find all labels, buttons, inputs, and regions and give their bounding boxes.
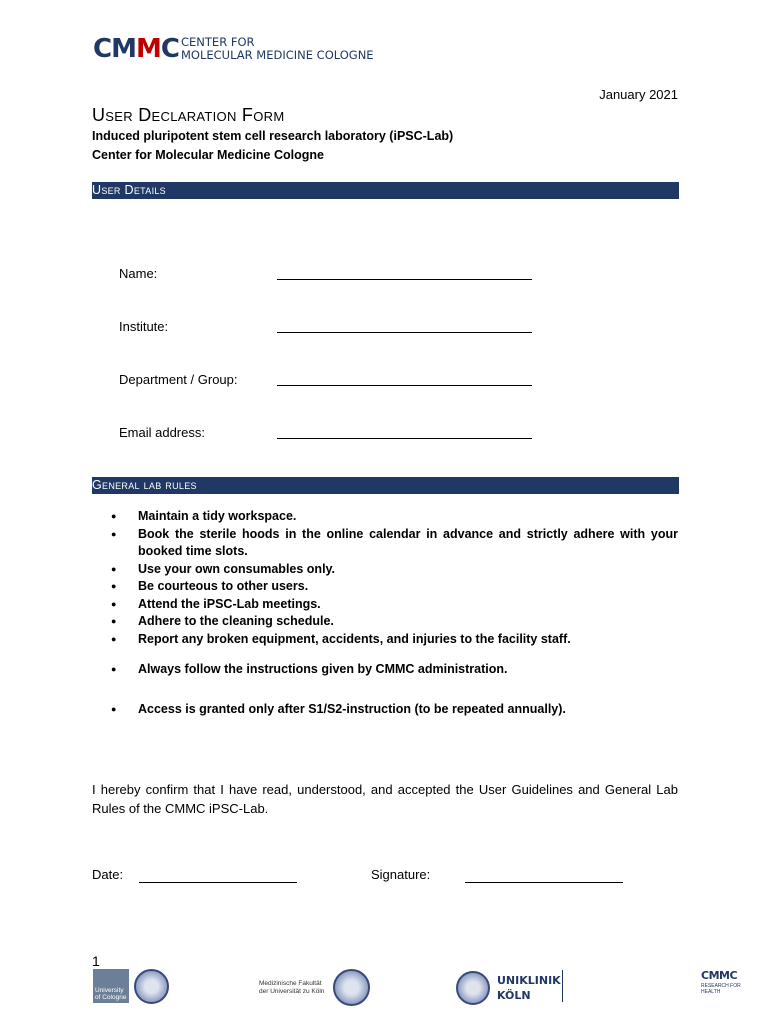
institute-label: Institute: xyxy=(119,319,169,334)
list-item xyxy=(110,578,678,596)
bullet-icon: ● xyxy=(111,633,117,644)
department-label: Department / Group: xyxy=(119,372,238,387)
list-item xyxy=(110,613,678,631)
cmmc-small-logo: CMMC xyxy=(701,969,738,982)
cmmc-small-tagline: RESEARCH FOR HEALTH xyxy=(701,983,741,995)
university-of-cologne-logo: University of Cologne xyxy=(93,969,129,1003)
signature-label: Signature: xyxy=(371,867,431,882)
bullet-icon: ● xyxy=(111,563,117,574)
rule-text: Book the sterile hoods in the online calendar in advance and strictly adhere with your booked time slots. xyxy=(138,526,678,558)
list-item xyxy=(110,508,678,526)
rule-text: Always follow the instructions given by CMMC administration. xyxy=(138,662,508,676)
bullet-icon: ● xyxy=(111,598,117,609)
logo-line-1: CENTER FOR xyxy=(181,35,255,49)
list-item xyxy=(110,631,678,649)
lab-rules-heading-bar xyxy=(92,477,679,494)
lab-rules-list xyxy=(110,508,678,718)
list-item xyxy=(110,561,678,579)
document-date: January 2021 xyxy=(599,87,678,102)
rule-text: Attend the iPSC-Lab meetings. xyxy=(138,596,321,611)
date-field[interactable] xyxy=(139,869,297,883)
form-title: User Declaration Form xyxy=(92,105,285,125)
medical-faculty-logo xyxy=(259,980,324,996)
subtitle-lab: Induced pluripotent stem cell research laboratory (iPSC-Lab) xyxy=(92,129,454,143)
uniklinik-line-1: UNIKLINIK xyxy=(497,974,561,987)
uniklinik-line-2: KÖLN xyxy=(497,989,531,1002)
med-faculty-line-1: Medizinische Fakultät xyxy=(259,980,322,987)
rule-text: Be courteous to other users. xyxy=(138,579,309,593)
bullet-icon: ● xyxy=(111,581,117,591)
uniklinik-seal-icon xyxy=(456,971,490,1005)
bullet-icon: ● xyxy=(111,511,117,521)
footer-divider xyxy=(562,970,563,1002)
list-item xyxy=(110,596,678,614)
bullet-icon: ● xyxy=(111,664,117,674)
rule-text: Use your own consumables only. xyxy=(138,561,336,576)
department-field[interactable] xyxy=(277,372,532,386)
confirmation-statement: I hereby confirm that I have read, understood, and accepted the User Guidelines and General Lab Rules of the CMMC iPSC-Lab. xyxy=(92,782,678,816)
rule-text: Report any broken equipment, accidents, and injuries to the facility staff. xyxy=(138,631,571,646)
lab-rules-heading: General lab rules xyxy=(92,478,197,492)
list-item xyxy=(110,701,678,719)
name-label: Name: xyxy=(119,266,158,281)
bullet-icon: ● xyxy=(111,616,117,626)
rule-text: Adhere to the cleaning schedule. xyxy=(138,614,334,628)
faculty-seal-icon xyxy=(333,969,370,1006)
name-field[interactable] xyxy=(277,266,532,280)
logo-prefix: CM xyxy=(93,34,136,64)
subtitle-center: Center for Molecular Medicine Cologne xyxy=(92,148,324,162)
cmmc-logo xyxy=(93,36,179,62)
uniklinik-logo xyxy=(497,973,561,1003)
list-item xyxy=(110,661,678,679)
signature-field[interactable] xyxy=(465,869,623,883)
bullet-icon: ● xyxy=(111,703,117,714)
user-details-heading: User Details xyxy=(92,183,166,197)
logo-suffix: C xyxy=(160,34,179,64)
institute-field[interactable] xyxy=(277,319,532,333)
list-item xyxy=(110,526,678,561)
university-seal-icon xyxy=(134,969,169,1004)
logo-tagline xyxy=(181,36,374,62)
rule-text: Access is granted only after S1/S2-instruction (to be repeated annually). xyxy=(138,701,566,716)
user-details-heading-bar xyxy=(92,182,679,199)
bullet-icon: ● xyxy=(111,528,117,539)
logo-line-2: MOLECULAR MEDICINE COLOGNE xyxy=(181,48,374,62)
date-label: Date: xyxy=(92,867,124,882)
email-label: Email address: xyxy=(119,425,205,440)
email-field[interactable] xyxy=(277,425,532,439)
rule-text: Maintain a tidy workspace. xyxy=(138,509,297,523)
logo-accent: M xyxy=(135,34,161,64)
page-number: 1 xyxy=(92,953,100,969)
med-faculty-line-2: der Universität zu Köln xyxy=(259,988,325,995)
